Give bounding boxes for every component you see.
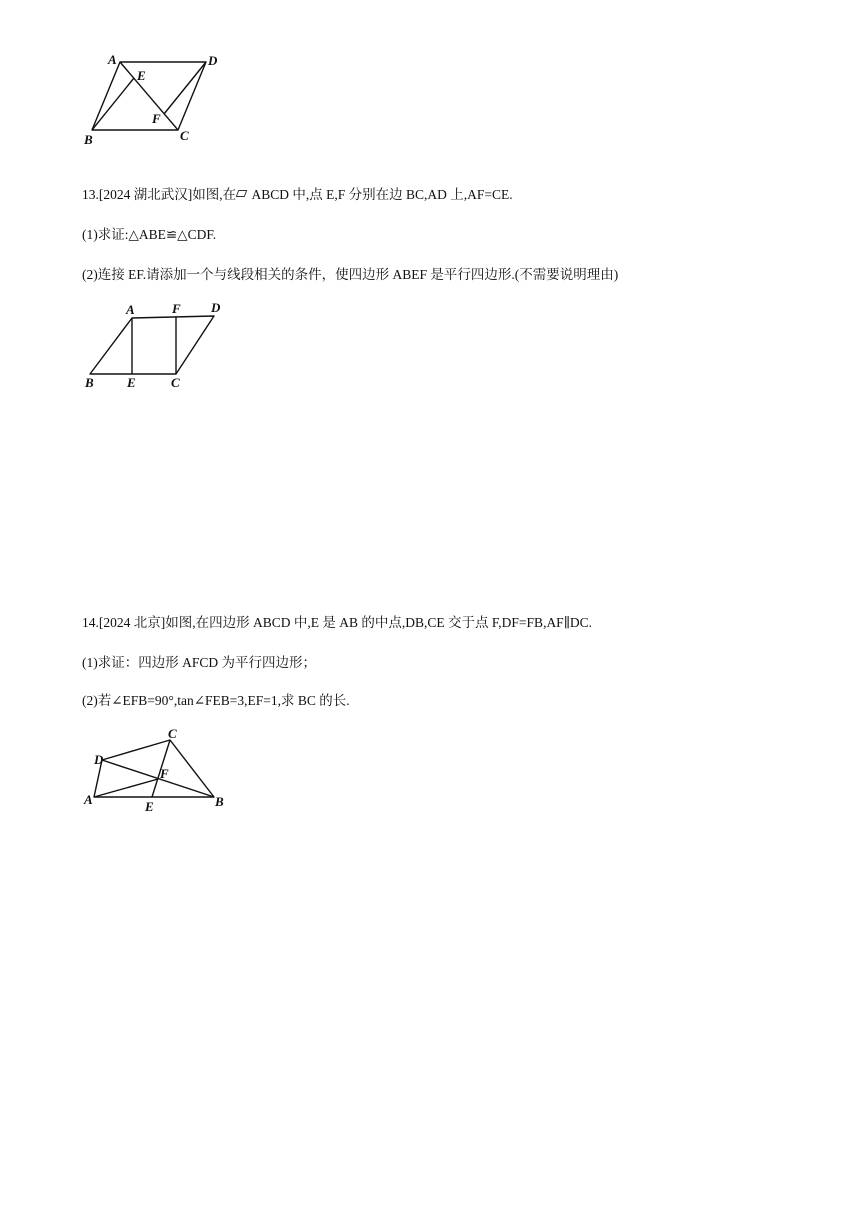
q14-part1: (1)求证：四边形 AFCD 为平行四边形；	[82, 655, 317, 670]
figure-quadrilateral-3	[80, 724, 240, 819]
q14-stem: 14.[2024 北京]如图,在四边形 ABCD 中,E 是 AB 的中点,DB,CE 交于点 F,DF=FB,AF∥DC.	[82, 615, 593, 630]
label-f: F	[152, 111, 161, 126]
q13-stem-after: ABCD 中,点 E,F 分别在边 BC,AD 上,AF=CE.	[248, 187, 513, 202]
label-c: C	[180, 128, 189, 143]
label-f: F	[160, 766, 169, 781]
segment-af	[94, 779, 158, 797]
label-d: D	[211, 300, 221, 315]
label-e: E	[127, 375, 136, 390]
q13-part2: (2)连接 EF.请添加一个与线段相关的条件，使四边形 ABEF 是平行四边形.(不需要说明理由)	[82, 267, 619, 282]
label-a: A	[108, 52, 117, 67]
label-b: B	[215, 794, 224, 809]
q13-stem-before: 13.[2024 湖北武汉]如图,在	[82, 187, 237, 202]
parallelogram-abcd	[90, 316, 214, 374]
label-b: B	[85, 375, 94, 390]
parallelogram-symbol-icon	[236, 190, 248, 197]
label-d: D	[208, 53, 218, 68]
q14-part2: (2)若∠EFB=90°,tan∠FEB=3,EF=1,求 BC 的长.	[82, 693, 350, 708]
figure-parallelogram-2	[80, 298, 230, 393]
diagonal-ac	[120, 62, 178, 130]
q13-part1: (1)求证:△ABE≌△CDF.	[82, 227, 217, 242]
label-e: E	[137, 68, 146, 83]
label-d: D	[94, 752, 104, 767]
label-c: C	[171, 375, 180, 390]
label-a: A	[126, 302, 135, 317]
label-b: B	[84, 132, 93, 147]
label-e: E	[145, 799, 154, 814]
label-c: C	[168, 726, 177, 741]
segment-df	[164, 62, 206, 114]
figure-parallelogram-1	[80, 50, 230, 150]
q13-stem	[82, 186, 513, 204]
segment-be	[92, 78, 134, 130]
label-f: F	[172, 301, 181, 316]
label-a: A	[84, 792, 93, 807]
